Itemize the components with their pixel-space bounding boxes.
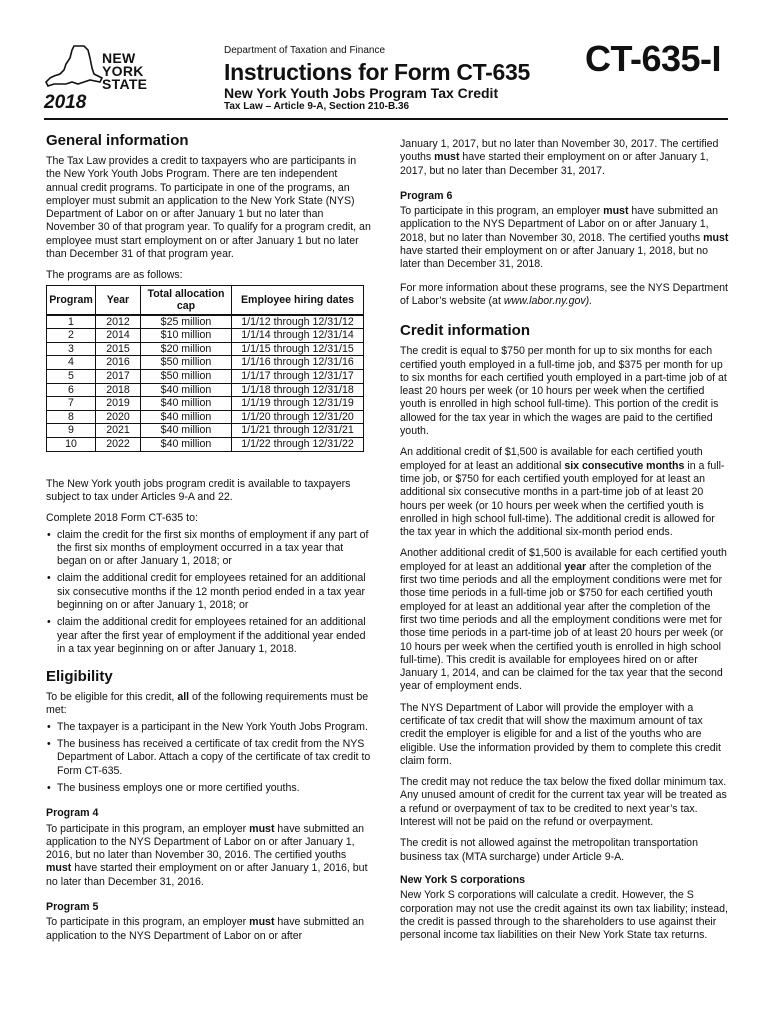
list-item: • claim the additional credit for employees retained for an additional six consecutive months if the 12 month period ended in a tax year beginning on or after January 1, 2018; or (46, 572, 372, 612)
program6-heading: Program 6 (400, 189, 453, 202)
table-row (47, 383, 364, 397)
cell-allocation-cap: $40 million (141, 397, 232, 411)
table-row (47, 342, 364, 356)
text-run: For more information about these programs, see the NYS Department of Labor’s website (at (400, 281, 728, 307)
text-run: have submitted an application to the NYS Department of Labor on or after January 1, 2016, but no later than November 30, 2016. The certified youths (46, 822, 364, 862)
text-run: January 1, 2017, but no later than November 30, 2017. The certified youths (400, 138, 719, 164)
table-header-hiring-dates: Employee hiring dates (232, 285, 364, 315)
text-run-bold: must (703, 231, 729, 244)
cell-year: 2019 (96, 397, 141, 411)
list-item: • The business has received a certificate of tax credit from the NYS Department of Labor. Attach a copy of the certificate of tax credit to Form CT-635. (46, 738, 372, 778)
form-number: CT-635-I (585, 38, 722, 79)
logo-state-text (102, 52, 147, 91)
cell-year: 2018 (96, 383, 141, 397)
program4-heading: Program 4 (46, 807, 99, 820)
availability-paragraph: The New York youth jobs program credit is available to taxpayers subject to tax under Articles 9-A and 22. (46, 477, 351, 503)
cell-program: 10 (47, 438, 96, 452)
program4-paragraph (46, 823, 372, 889)
cell-allocation-cap: $50 million (141, 370, 232, 384)
list-item: • claim the additional credit for employees retained for an additional year after the first year of employment if the additional year ended in a tax year beginning on or after January 1, 2018. (46, 616, 372, 656)
program5-paragraph (46, 916, 372, 943)
general-information-heading: General information (46, 132, 189, 149)
department-name: Department of Taxation and Finance (224, 45, 386, 56)
list-item: • The taxpayer is a participant in the New York Youth Jobs Program. (46, 721, 372, 734)
table-row (47, 329, 364, 343)
credit-information-heading: Credit information (400, 322, 530, 340)
cell-year: 2022 (96, 438, 141, 452)
logo-year: 2018 (44, 92, 87, 113)
s-corporations-paragraph: New York S corporations will calculate a credit. However, the S corporation may not use the credit against its own tax liability; instead, the credit is passed through to the shareholders to use against their personal income tax liabilities on their New York State tax returns. (400, 889, 728, 942)
text-run: Another additional credit of $1,500 is available for each certified youth employed for at least an additional (400, 547, 727, 573)
labor-website-link[interactable]: www.labor.ny.gov). (503, 294, 593, 307)
cell-program: 4 (47, 356, 96, 370)
more-info-paragraph (400, 282, 730, 309)
text-run: of the following requirements must be met: (46, 691, 369, 717)
table-header-row (47, 285, 364, 315)
text-run: To participate in this program, an employer (46, 916, 250, 929)
text-run-bold: must (249, 822, 275, 835)
page-title: Instructions for Form CT-635 (224, 59, 530, 85)
table-header-allocation-cap: Total allocation cap (141, 285, 232, 315)
cell-program: 2 (47, 329, 96, 343)
cell-allocation-cap: $40 million (141, 383, 232, 397)
complete-list (46, 529, 372, 657)
list-item: • The business employs one or more certified youths. (46, 782, 372, 795)
table-row (47, 370, 364, 384)
cell-allocation-cap: $50 million (141, 356, 232, 370)
cell-program: 7 (47, 397, 96, 411)
text-run-bold: must (46, 862, 72, 875)
text-run: have submitted an application to the NYS Department of Labor on or after January 1, 2018, but no later than November 30, 2018. The certified youths (400, 205, 718, 244)
cell-program: 5 (47, 370, 96, 384)
text-run: An additional credit of $1,500 is available for each certified youth employed for at least an additional (400, 446, 703, 472)
table-header-program: Program (47, 285, 96, 315)
table-row (47, 410, 364, 424)
complete-intro: Complete 2018 Form CT-635 to: (46, 512, 198, 525)
table-header-year: Year (96, 285, 141, 315)
text-run: To participate in this program, an employer (400, 205, 604, 218)
cell-allocation-cap: $20 million (141, 342, 232, 356)
cell-program: 9 (47, 424, 96, 438)
table-row (47, 397, 364, 411)
cell-hiring-dates: 1/1/18 through 12/31/18 (232, 383, 364, 397)
credit-paragraph-1: The credit is equal to $750 per month for up to six months for each certified youth employed in a full-time job, and $375 per month for up to six months for each certified youth employed in a part-time job of at least 20 hours per week (or 10 hours per week when the certified youth is enrolled in high school full-time). This portion of the credit is allowed for the tax year in which the wages are paid to the certified youth. (400, 345, 727, 438)
logo-line-york: YORK (102, 63, 144, 79)
cell-allocation-cap: $40 million (141, 438, 232, 452)
cell-hiring-dates: 1/1/19 through 12/31/19 (232, 397, 364, 411)
cell-program: 3 (47, 342, 96, 356)
cell-hiring-dates: 1/1/21 through 12/31/21 (232, 424, 364, 438)
cell-program: 8 (47, 410, 96, 424)
text-run: in a full-time job, or $750 for each certified youth employed for at least an additional six consecutive months in a part-time job of at least 20 hours per week (or 10 hours per week when the certified youth is enrolled in high school full-time). The additional credit is allowed for the tax year in which the additional six-month period ends. (400, 459, 725, 539)
cell-year: 2014 (96, 329, 141, 343)
cell-year: 2015 (96, 342, 141, 356)
s-corporations-heading: New York S corporations (400, 873, 525, 886)
cell-hiring-dates: 1/1/20 through 12/31/20 (232, 410, 364, 424)
programs-table-body (47, 315, 364, 451)
eligibility-intro (46, 691, 372, 718)
cell-year: 2021 (96, 424, 141, 438)
nys-logo (44, 44, 174, 114)
text-run: after the completion of the first two time periods and all the employment conditions were met for those time periods in a full-time job or $750 for each certified youth employed for at least an additional year after the completion of the first two time periods and all the employment conditions were met for those time periods in a part-time job of at least 20 hours per week (or 10 hours per week when the certified youth is enrolled in high school full-time). This credit is available for employees hired on or after January 1, 2014, and can be claimed for the tax year that the second year of employment ends. (400, 560, 724, 693)
text-run: have started their employment on or after January 1, 2018, but no later than December 31, 2018. (400, 245, 708, 271)
text-run: To participate in this program, an employer (46, 822, 250, 835)
credit-paragraph-2 (400, 446, 730, 539)
programs-intro: The programs are as follows: (46, 269, 183, 282)
cell-year: 2020 (96, 410, 141, 424)
text-run-bold: must (249, 916, 275, 929)
text-run: have started their employment on or after January 1, 2017, but no later than December 31, 2017. (400, 151, 709, 177)
program5-heading: Program 5 (46, 901, 99, 914)
cell-hiring-dates: 1/1/17 through 12/31/17 (232, 370, 364, 384)
table-row (47, 356, 364, 370)
left-column (46, 132, 372, 951)
table-row (47, 424, 364, 438)
cell-program: 6 (47, 383, 96, 397)
text-run: To be eligible for this credit, (46, 691, 178, 704)
text-run-bold: must (603, 205, 629, 218)
credit-paragraph-5: The credit may not reduce the tax below the fixed dollar minimum tax. Any unused amount of credit for the current tax year will be treated as a refund or overpayment of tax to be credited to next year’s tax. Interest will not be paid on the refund or overpayment. (400, 776, 727, 829)
cell-allocation-cap: $40 million (141, 424, 232, 438)
cell-hiring-dates: 1/1/12 through 12/31/12 (232, 315, 364, 329)
right-column (400, 138, 730, 950)
program6-paragraph (400, 205, 730, 271)
text-run: have started their employment on or after January 1, 2016, but no later than December 31, 2016. (46, 862, 368, 888)
cell-allocation-cap: $40 million (141, 410, 232, 424)
table-row (47, 438, 364, 452)
eligibility-list (46, 721, 372, 795)
cell-allocation-cap: $25 million (141, 315, 232, 329)
table-row (47, 315, 364, 329)
credit-paragraph-6: The credit is not allowed against the metropolitan transportation business tax (MTA surcharge) under Article 9-A. (400, 837, 698, 863)
cell-hiring-dates: 1/1/16 through 12/31/16 (232, 356, 364, 370)
general-information-paragraph: The Tax Law provides a credit to taxpayers who are participants in the New York Youth Jobs Program. There are ten independent annual credit programs. To participate in one of the programs, an employer must submit an application to the New York State (NYS) Department of Labor on or after January 1 but no later than November 30 of that program year. To qualify for a program credit, an employee must start employment on or after January 1 but no later than December 31 of that program year. (46, 155, 371, 261)
text-run-bold: all (177, 691, 190, 704)
cell-year: 2016 (96, 356, 141, 370)
cell-program: 1 (47, 315, 96, 329)
page-subtitle: New York Youth Jobs Program Tax Credit (224, 85, 499, 101)
header-divider (44, 118, 728, 120)
cell-hiring-dates: 1/1/14 through 12/31/14 (232, 329, 364, 343)
program5-continued-paragraph (400, 138, 730, 178)
cell-year: 2012 (96, 315, 141, 329)
text-run-bold: year (564, 560, 587, 573)
logo-line-new: NEW (102, 50, 136, 66)
text-run: have submitted an application to the NYS Department of Labor on or after (46, 916, 364, 942)
cell-allocation-cap: $10 million (141, 329, 232, 343)
credit-paragraph-4: The NYS Department of Labor will provide the employer with a certificate of tax credit that will show the maximum amount of tax credit the employer is eligible for and a list of the youths who are eligible. Use the information provided by them to complete this credit claim form. (400, 701, 721, 767)
logo-line-state: STATE (102, 76, 148, 92)
list-item: • claim the credit for the first six months of employment if any part of the first six months of employment occurred in a tax year that began on or after January 1, 2018; or (46, 529, 372, 569)
cell-hiring-dates: 1/1/15 through 12/31/15 (232, 342, 364, 356)
text-run-bold: must (434, 151, 460, 164)
programs-table (46, 285, 364, 452)
eligibility-heading: Eligibility (46, 668, 113, 686)
cell-hiring-dates: 1/1/22 through 12/31/22 (232, 438, 364, 452)
tax-law-reference: Tax Law – Article 9-A, Section 210-B.36 (224, 101, 410, 112)
credit-paragraph-3 (400, 547, 730, 693)
cell-year: 2017 (96, 370, 141, 384)
text-run-bold: six consecutive months (564, 459, 685, 472)
ny-state-outline-icon (44, 44, 104, 96)
